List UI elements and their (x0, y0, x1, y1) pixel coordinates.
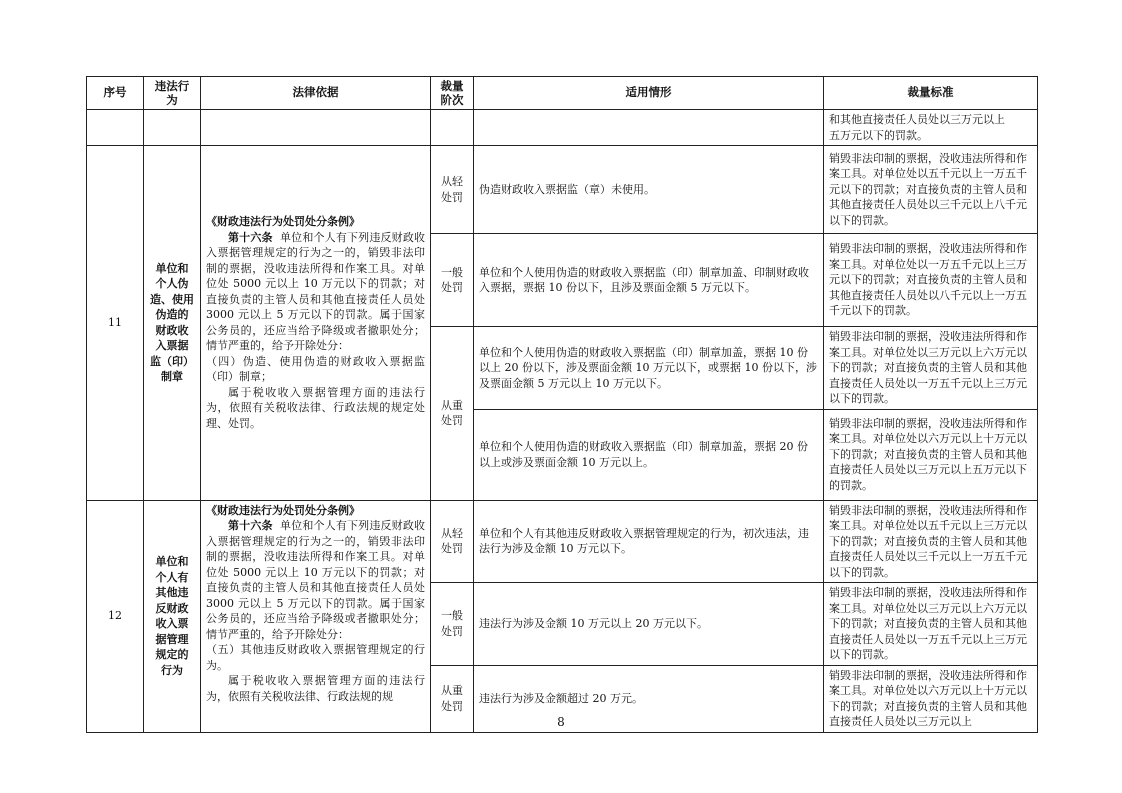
penalty-discretion-table (86, 76, 1038, 733)
row12-violation-name (144, 500, 201, 732)
level-line1: 从重 (441, 684, 463, 697)
level-line2: 处罚 (441, 190, 463, 204)
continuation-standard-cell (824, 110, 1038, 146)
row12-name-line: 行为 (161, 663, 183, 677)
level-line1: 从轻 (441, 175, 463, 188)
row12-name-line: 单位和 (155, 555, 189, 568)
row11-basis-text: 单位和个人有下列违反财政收入票据管理规定的行为之一的，销毁非法印制的票据，没收违法所得和作案工具。对单位处 5000 元以上 10 万元以下的罚款；对直接负责的主管人员和其他直接责任人员处 3000 元以上 5 万元以下的罚款。属于国家公务员的，还应当给予降级或者撤职处分；情节严重的，给予开除处分： (206, 230, 425, 353)
row11-name-line: 单位和 (155, 261, 189, 275)
row11-level-lenient (431, 146, 474, 234)
level-line2: 处罚 (441, 542, 463, 556)
row12-name-line: 收入票 (155, 617, 189, 630)
level-line1: 从重 (441, 398, 463, 412)
continuation-standard-line1: 和其他直接责任人员处以三万元以上 (829, 113, 1005, 126)
header-case: 适用情形 (474, 77, 824, 110)
row12-basis-paragraph3: 属于税收收入票据管理方面的违法行为，依照有关税收法律、行政法规的规 (206, 674, 425, 703)
header-violation (144, 77, 201, 110)
continuation-level-cell (431, 110, 474, 146)
continuation-basis-cell (201, 110, 431, 146)
row11-level-general (431, 234, 474, 327)
header-level (431, 77, 474, 110)
row11-basis-article: 第十六条 (228, 230, 273, 244)
row12-seq: 12 (87, 500, 144, 732)
row12-name-line: 个人有 (155, 570, 189, 584)
row11-standard-lenient: 销毁非法印制的票据，没收违法所得和作案工具。对单位处以五千元以上一万五千元以下的罚款；对直接负责的主管人员和其他直接责任人员处以三千元以上八千元以下的罚款。 (824, 146, 1038, 234)
row12-name-line: 规定的 (155, 648, 189, 661)
continuation-row (87, 110, 1038, 146)
header-standard: 裁量标准 (824, 77, 1038, 110)
row11-case-lenient: 伪造财政收入票据监（章）未使用。 (474, 146, 824, 234)
row11-name-line: 监（印） (150, 354, 194, 368)
level-line1: 一般 (441, 265, 463, 279)
row12-level-lenient (431, 500, 474, 583)
row11-legal-basis (201, 146, 431, 501)
row12-standard-general: 销毁非法印制的票据，没收违法所得和作案工具。对单位处以三万元以上六万元以下的罚款；对直接负责的主管人员和其他直接责任人员处以一万五千元以上三万元以下的罚款。 (824, 583, 1038, 666)
level-line1: 一般 (441, 609, 463, 623)
header-violation-line2: 为 (166, 93, 178, 107)
level-line1: 从轻 (441, 526, 463, 540)
row11-basis-title: 《财政违法行为处罚处分条例》 (206, 215, 360, 229)
row11-name-line: 制章 (161, 370, 183, 384)
row12-basis-text: 单位和个人有下列违反财政收入票据管理规定的行为之一的，销毁非法印制的票据，没收违法所得和作案工具。对单位处 5000 元以上 10 万元以下的罚款；对直接负责的主管人员和其他直接责任人员处 3000 元以上 5 万元以下的罚款。属于国家公务员的，还应当给予降级或者撤职处分；情节严重的，给予开除处分： (206, 519, 425, 641)
header-level-line1: 裁量 (440, 79, 464, 93)
row11-level-severe (431, 327, 474, 501)
header-level-line2: 阶次 (440, 93, 464, 107)
row12-case-lenient: 单位和个人有其他违反财政收入票据管理规定的行为，初次违法，违法行为涉及金额 10 万元以下。 (474, 500, 824, 583)
row12-name-line: 反财政 (155, 601, 189, 615)
level-line2: 处罚 (441, 414, 463, 428)
table-header-row (87, 77, 1038, 110)
row12-basis-article: 第十六条 (228, 519, 273, 532)
row12-standard-lenient: 销毁非法印制的票据，没收违法所得和作案工具。对单位处以五千元以上三万元以下的罚款；对直接负责的主管人员和其他直接责任人员处以三千元以上一万五千元以下的罚款。 (824, 500, 1038, 583)
row11-name-line: 伪造的 (155, 308, 189, 322)
row11-basis-paragraph2: （四）伪造、使用伪造的财政收入票据监（印）制章； (206, 354, 425, 384)
row12-case-severe: 违法行为涉及金额超过 20 万元。 (474, 665, 824, 732)
table-row-12-lenient (87, 500, 1038, 583)
row11-standard-severe-a: 销毁非法印制的票据，没收违法所得和作案工具。对单位处以三万元以上六万元以下的罚款；对直接负责的主管人员和其他直接责任人员处以一万五千元以上三万元以下的罚款。 (824, 327, 1038, 410)
row11-standard-severe-b: 销毁非法印制的票据，没收违法所得和作案工具。对单位处以六万元以上十万元以下的罚款；对直接负责的主管人员和其他直接责任人员处以三万元以上五万元以下的罚款。 (824, 409, 1038, 500)
row11-seq: 11 (87, 146, 144, 501)
row12-legal-basis (201, 500, 431, 732)
row11-basis-paragraph3: 属于税收收入票据管理方面的违法行为，依照有关税收法律、行政法规的规定处理、处罚。 (206, 385, 425, 430)
table-row-11-lenient (87, 146, 1038, 234)
continuation-standard-line2: 五万元以下的罚款。 (829, 128, 928, 142)
header-seq: 序号 (87, 77, 144, 110)
row12-level-general (431, 583, 474, 666)
row11-case-general: 单位和个人使用伪造的财政收入票据监（印）制章加盖、印制财政收入票据，票据 10 份以下，且涉及票面金额 5 万元以下。 (474, 234, 824, 327)
row11-standard-general: 销毁非法印制的票据，没收违法所得和作案工具。对单位处以一万五千元以上三万元以下的罚款；对直接负责的主管人员和其他直接责任人员处以八千元以上一万五千元以下的罚款。 (824, 234, 1038, 327)
row11-name-line: 财政收 (155, 323, 189, 337)
row11-case-severe-b: 单位和个人使用伪造的财政收入票据监（印）制章加盖，票据 20 份以上或涉及票面金额 10 万元以上。 (474, 409, 824, 500)
row12-basis-paragraph2: （五）其他违反财政收入票据管理规定的行为。 (206, 643, 425, 672)
page-number: 8 (557, 715, 565, 729)
row11-violation-name (144, 146, 201, 501)
row12-name-line: 其他违 (155, 586, 189, 599)
level-line2: 处罚 (441, 699, 463, 713)
continuation-seq-cell (87, 110, 144, 146)
header-violation-line1: 违法行 (154, 79, 190, 93)
row11-name-line: 个人伪 (155, 277, 189, 291)
continuation-case-cell (474, 110, 824, 146)
row12-basis-title: 《财政违法行为处罚处分条例》 (206, 503, 360, 517)
continuation-name-cell (144, 110, 201, 146)
row11-case-severe-a: 单位和个人使用伪造的财政收入票据监（印）制章加盖，票据 10 份以上 20 份以下，涉及票面金额 10 万元以下，或票据 10 份以下，涉及票面金额 5 万元以上 10 万元以下。 (474, 327, 824, 410)
row12-basis-paragraph1 (206, 518, 425, 642)
header-basis: 法律依据 (201, 77, 431, 110)
row11-basis-paragraph1 (206, 230, 425, 354)
row11-name-line: 入票据 (155, 339, 189, 353)
row12-standard-severe: 销毁非法印制的票据，没收违法所得和作案工具。对单位处以六万元以上十万元以下的罚款；对直接负责的主管人员和其他直接责任人员处以三万元以上 (824, 665, 1038, 732)
row12-case-general: 违法行为涉及金额 10 万元以上 20 万元以下。 (474, 583, 824, 666)
level-line2: 处罚 (441, 281, 463, 294)
row11-name-line: 造、使用 (150, 292, 194, 306)
row12-name-line: 据管理 (155, 632, 189, 646)
level-line2: 处罚 (441, 624, 463, 638)
